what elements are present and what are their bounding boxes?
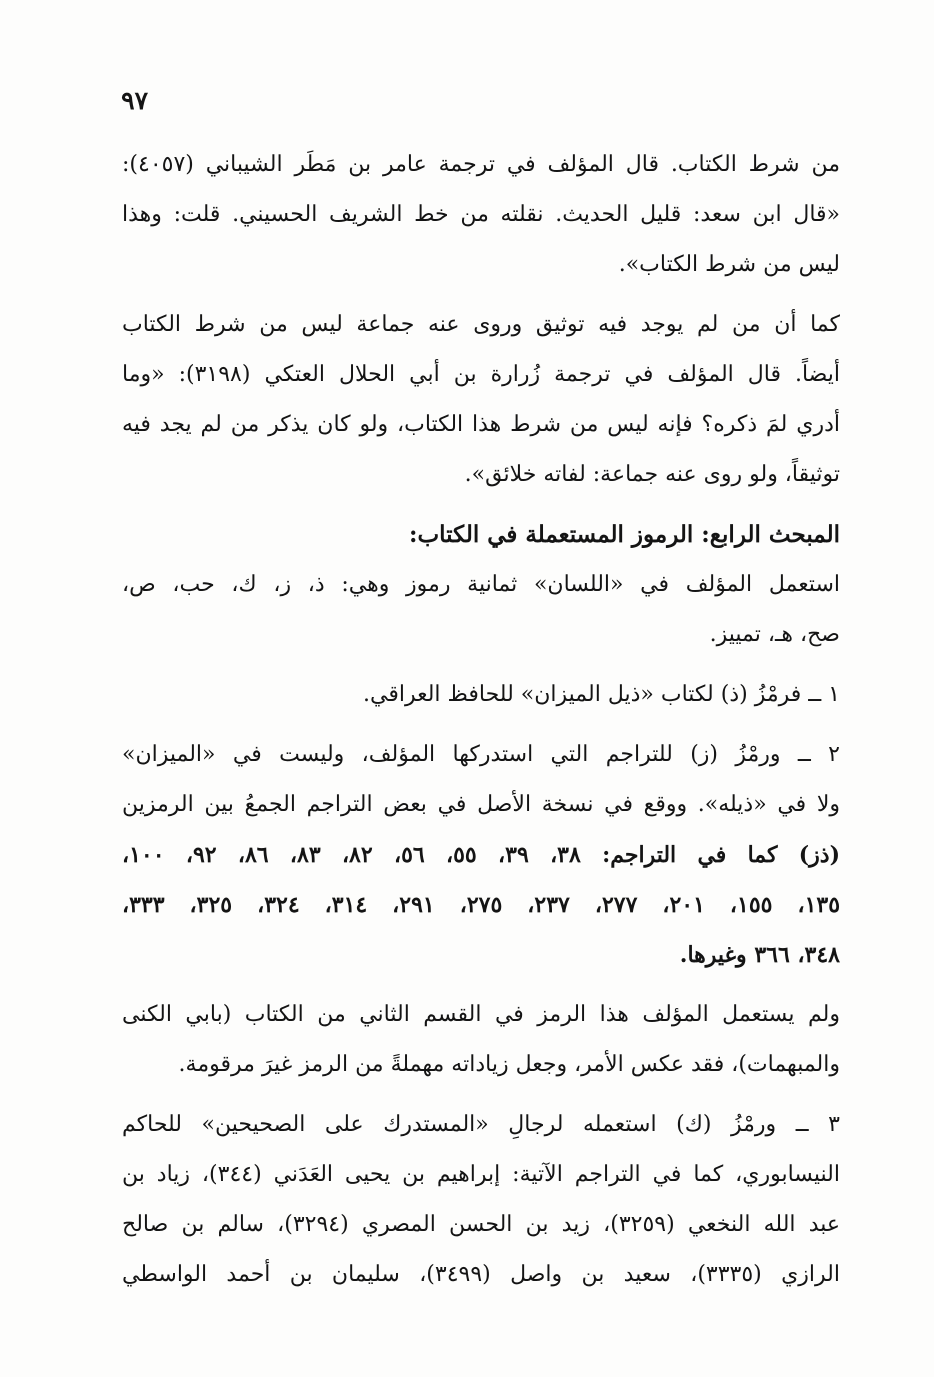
paragraph	[122, 300, 840, 500]
text-line: ولم يستعمل المؤلف هذا الرمز في القسم الثاني من الكتاب (بابي الكنى	[122, 1002, 840, 1027]
text-line: ١٣٥، ١٥٥، ٢٠١، ٢٧٧، ٢٣٧، ٢٧٥، ٢٩١، ٣١٤، ٣٢٤، ٣٢٥، ٣٣٣،	[122, 892, 841, 918]
text-line: استعمل المؤلف في «اللسان» ثمانية رموز وهي: ذ، ز، ك، حب، ص،	[122, 572, 840, 597]
section-heading	[122, 510, 840, 560]
text-line: كما أن من لم يوجد فيه توثيق وروى عنه جماعة ليس من شرط الكتاب	[122, 312, 840, 337]
paragraph	[122, 730, 840, 980]
text-line: ٣ ــ ورمْزُ (ك) استعمله لرجالِ «المستدرك على الصحيحين» للحاكم	[122, 1112, 840, 1137]
paragraph	[122, 560, 840, 660]
text-line: ١ ــ فرمْزُ (ذ) لكتاب «ذيل الميزان» للحافظ العراقي.	[362, 682, 840, 707]
heading-line: المبحث الرابع: الرموز المستعملة في الكتاب:	[409, 521, 840, 548]
text-line: أيضاً. قال المؤلف في ترجمة زُرارة بن أبي الحلال العتكي (٣١٩٨): «وما	[122, 362, 840, 387]
page-number: ٩٧	[121, 86, 148, 115]
text-line: ٣٤٨، ٣٦٦ وغيرها.	[679, 942, 840, 968]
body-text	[122, 140, 840, 1300]
text-line: ٢ ــ ورمْزُ (ز) للتراجم التي استدركها المؤلف، وليست في «الميزان»	[122, 742, 840, 767]
text-line: ليس من شرط الكتاب».	[618, 252, 840, 277]
text-line: من شرط الكتاب. قال المؤلف في ترجمة عامر بن مَطَر الشيباني (٤٠٥٧):	[122, 152, 840, 177]
text-line: (ذز) كما في التراجم: ٣٨، ٣٩، ٥٥، ٥٦، ٨٢، ٨٣، ٨٦، ٩٢، ١٠٠،	[122, 842, 840, 868]
text-line: عبد الله النخعي (٣٢٥٩)، زيد بن الحسن المصري (٣٢٩٤)، سالم بن صالح	[122, 1212, 841, 1237]
text-line: النيسابوري، كما في التراجم الآتية: إبراهيم بن يحيى العَدَني (٣٤٤)، زياد بن	[122, 1162, 840, 1187]
paragraph	[122, 140, 840, 290]
text-line: ولا في «ذيله». ووقع في نسخة الأصل في بعض التراجم الجمعُ بين الرمزين	[122, 792, 840, 817]
text-line: «قال ابن سعد: قليل الحديث. نقلته من خط الشريف الحسيني. قلت: وهذا	[122, 202, 840, 227]
text-line: أدري لمَ ذكره؟ فإنه ليس من شرط هذا الكتاب، ولو كان يذكر من لم يجد فيه	[122, 412, 840, 437]
text-line: والمبهمات)، فقد عكس الأمر، وجعل زياداته مهملةً من الرمز غيرَ مرقومة.	[178, 1052, 840, 1077]
text-line: الرازي (٣٣٣٥)، سعيد بن واصل (٣٤٩٩)، سليمان بن أحمد الواسطي	[122, 1262, 840, 1287]
paragraph	[122, 990, 840, 1090]
text-line: صح، هـ، تمييز.	[709, 622, 840, 647]
paragraph	[122, 1100, 840, 1300]
paragraph	[122, 670, 840, 720]
text-line: توثيقاً، ولو روى عنه جماعة: لفاته خلائق».	[464, 462, 840, 487]
